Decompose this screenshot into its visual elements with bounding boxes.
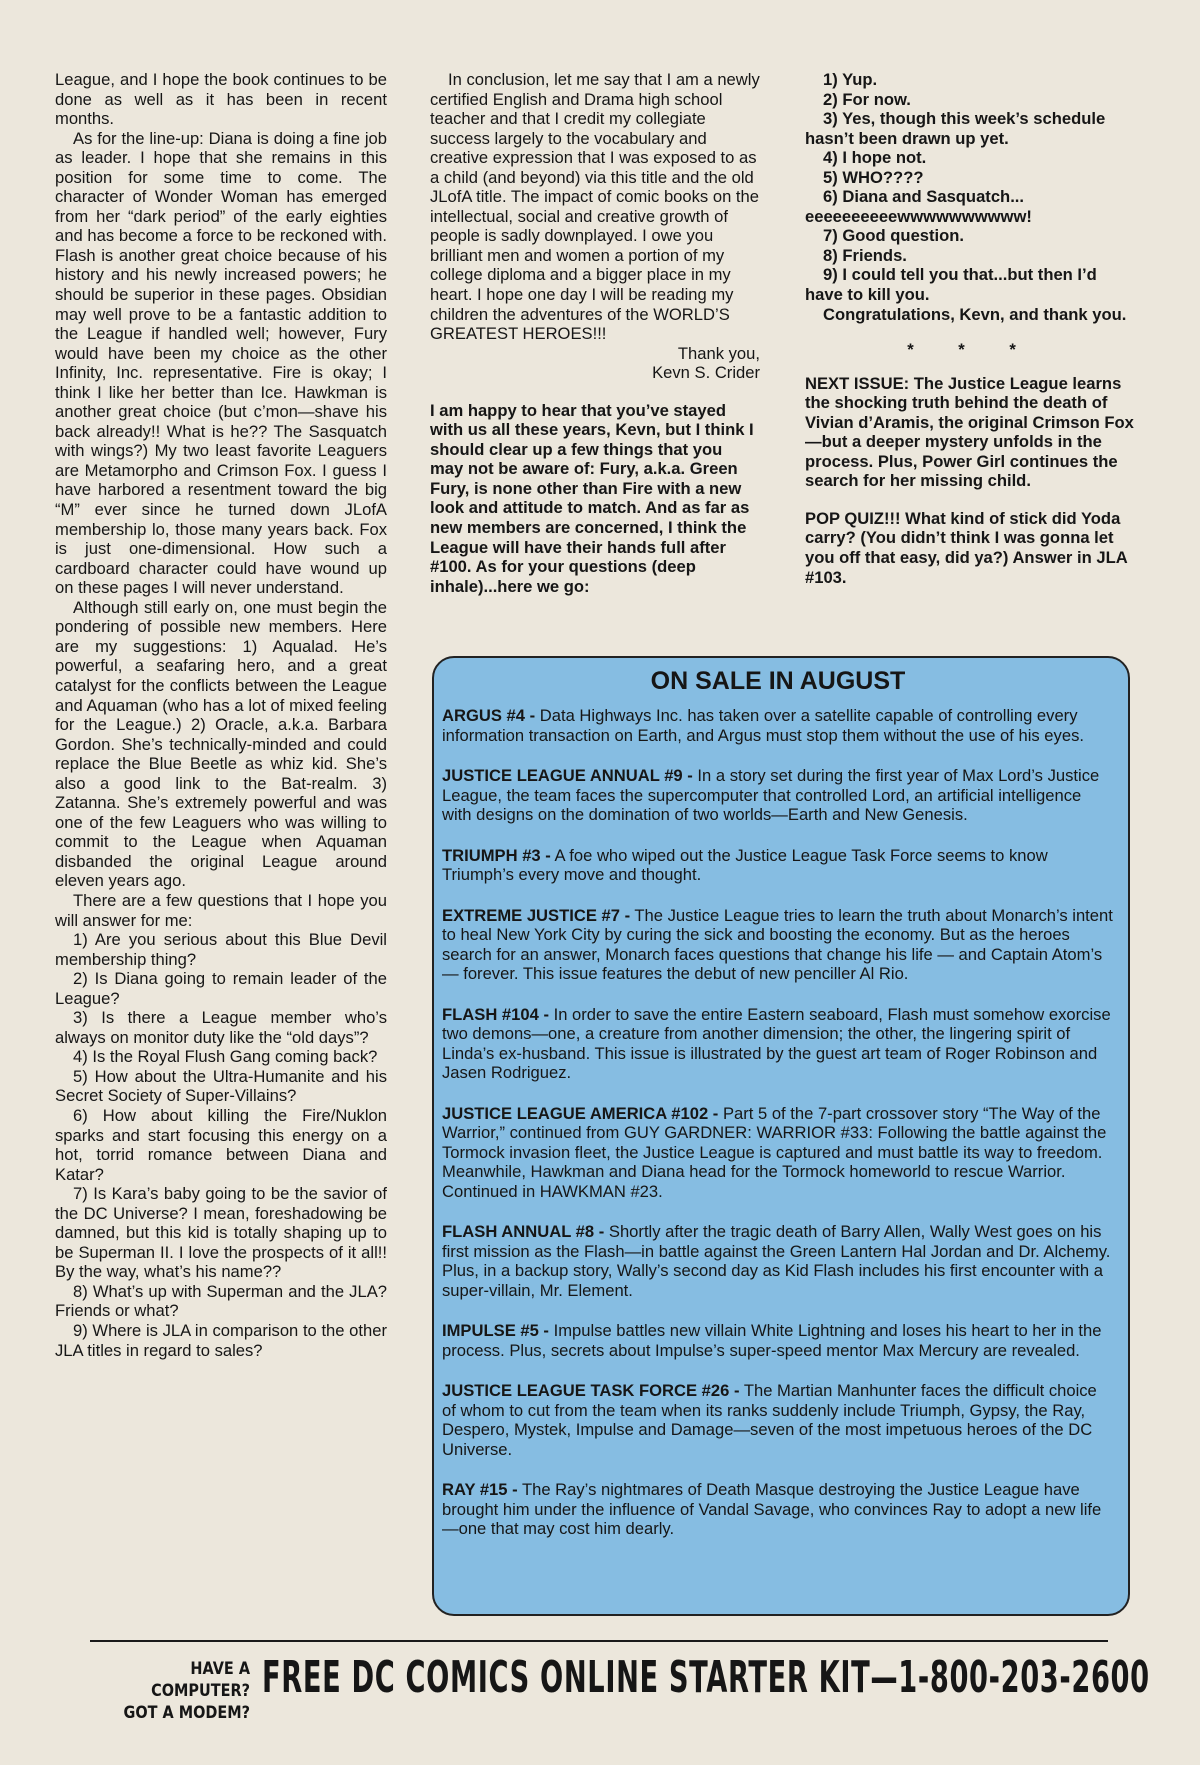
on-sale-entry [442, 1381, 1114, 1459]
reply-answer: 6) Diana and Sasquatch... eeeeeeeeeewwwwwwwwww! [805, 187, 1032, 226]
on-sale-entry-text: Shortly after the tragic death of Barry Allen, Wally West goes on his first mission as the Flash—in battle against the Green Lantern Hal Jordan and Dr. Alchemy. Plus, in a backup story, Wally’s second day as Kid Flash includes his first encounter with a super-villain, Mr. Element. [442, 1222, 1111, 1300]
pop-quiz: POP QUIZ!!! What kind of stick did Yoda carry? (You didn’t think I was gonna let you off that easy, did ya?) Answer in JLA #103. [805, 508, 1128, 587]
on-sale-entry-text: A foe who wiped out the Justice League Task Force seems to know Triumph’s every move and thought. [442, 845, 1048, 884]
reply-column [805, 70, 1138, 587]
on-sale-entry-text: Data Highways Inc. has taken over a satellite capable of controlling every information transaction on Earth, and Argus must stop them without the use of his eyes. [442, 706, 1084, 745]
letter-question: 8) What’s up with Superman and the JLA? Friends or what? [55, 1281, 387, 1321]
on-sale-box [432, 656, 1130, 1616]
letter-conclusion: In conclusion, let me say that I am a newly certified English and Drama high school teacher and that I credit my collegiate success largely to the vocabulary and creative expression that I was exposed to as a child (and beyond) via this title and the old JLofA title. The impact of comic books on the intellectual, social and creative growth of people is sadly downplayed. I owe you brilliant men and women a portion of my college diploma and a bigger place in my heart. I hope one day I will be reading my children the adventures of the WORLD’S GREATEST HEROES!!! [430, 70, 760, 344]
on-sale-entry-title: JUSTICE LEAGUE ANNUAL #9 - [442, 766, 693, 785]
on-sale-entry-text: In order to save the entire Eastern seaboard, Flash must somehow exorcise two demons—one, a creature from another dimension; the other, the lingering spirit of Linda’s ex-husband. This issue is illustrated by the guest art team of Roger Robinson and Jasen Rodriguez. [442, 1004, 1111, 1082]
on-sale-entry [442, 706, 1114, 745]
reply-answer: 4) I hope not. [823, 148, 927, 168]
footer-ad-line2: GOT A MODEM? [123, 1703, 250, 1723]
on-sale-entry-text: Impulse battles new villain White Lightning and loses his heart to her in the process. Plus, secrets about Impulse’s super-speed mentor Max Mercury are revealed. [442, 1321, 1102, 1360]
letter-column-1 [55, 70, 387, 1360]
on-sale-entry-title: ARGUS #4 - [442, 706, 536, 725]
reply-answer: 2) For now. [823, 89, 911, 109]
on-sale-entry [442, 1480, 1114, 1539]
on-sale-entry [442, 1222, 1114, 1300]
letter-question: 5) How about the Ultra-Humanite and his Secret Society of Super-Villains? [55, 1066, 387, 1106]
letter-signoff: Thank you, [677, 343, 760, 363]
on-sale-entry [442, 906, 1114, 984]
reply-answer: 5) WHO???? [823, 167, 924, 187]
on-sale-entry-title: JUSTICE LEAGUE AMERICA #102 - [442, 1103, 719, 1123]
reply-answer: 7) Good question. [823, 226, 965, 246]
reply-answer: 9) I could tell you that...but then I’d have to kill you. [805, 265, 1097, 305]
on-sale-entry-text: The Martian Manhunter faces the difficult choice of whom to cut from the team when its ranks suddenly include Triumph, Gypsy, the Ray, Despero, Mystek, Impulse and Damage—seven of the most impetuous heroes of the DC Universe. [442, 1381, 1097, 1459]
section-divider: * * * [907, 340, 1036, 360]
footer-ad-line1: HAVE A COMPUTER? [151, 1659, 250, 1701]
letter-paragraph: League, and I hope the book continues to be done as well as it has been in recent months. [55, 70, 387, 129]
letter-question: 7) Is Kara’s baby going to be the savior of the DC Universe? I mean, foreshadowing be damned, but this kid is totally shaping up to be Superman II. I love the prospects of it all!! By the way, what’s his name?? [55, 1184, 387, 1282]
on-sale-entry-text: Part 5 of the 7-part crossover story “The Way of the Warrior,” continued from GUY GARDNER: WARRIOR #33: Following the battle against the Tormock invasion fleet, the Justice League is captured and must battle its way to freedom. Meanwhile, Hawkman and Diana head for the Tormock homeworld to rescue Warrior. Continued in HAWKMAN #23. [442, 1103, 1107, 1201]
letter-question: 4) Is the Royal Flush Gang coming back? [73, 1047, 378, 1067]
letter-question: 3) Is there a League member who’s always on monitor duty like the “old days”? [55, 1008, 387, 1047]
footer-ad [90, 1650, 1150, 1730]
on-sale-entry [442, 1104, 1114, 1202]
on-sale-entry [442, 766, 1114, 825]
on-sale-entry-title: FLASH ANNUAL #8 - [442, 1222, 605, 1241]
footer-ad-headline: FREE DC COMICS ONLINE STARTER KIT—1-800-203-2600 [262, 1652, 1150, 1703]
letter-signature: Kevn S. Crider [652, 363, 760, 383]
footer-ad-question [114, 1658, 250, 1724]
on-sale-entry-title: FLASH #104 - [442, 1004, 549, 1024]
letter-paragraph: Although still early on, one must begin the pondering of possible new members. Here are my suggestions: 1) Aqualad. He’s powerful, a seafaring hero, and a great catalyst for the conflicts between the League and Aquaman (who has a lot of mixed feeling for the League.) 2) Oracle, a.k.a. Barbara Gordon. She’s technically-minded and could replace the Blue Beetle as whiz kid. She’s also a good link to the Bat-realm. 3) Zatanna. She’s extremely powerful and was one of the few Leaguers who was willing to commit to the League when Aquaman disbanded the original League around eleven years ago. [55, 597, 387, 891]
on-sale-entry-text: The Justice League tries to learn the truth about Monarch’s intent to heal New York City by curing the sick and boosting the economy. But as the heroes search for an answer, Monarch faces questions that change his life — and Captain Atom’s — forever. This issue features the debut of new penciller Al Rio. [442, 905, 1113, 983]
on-sale-entry-title: TRIUMPH #3 - [442, 845, 551, 865]
reply-answer: 8) Friends. [823, 245, 907, 265]
on-sale-entry [442, 846, 1114, 885]
letter-paragraph: There are a few questions that I hope you will answer for me: [55, 890, 387, 930]
on-sale-entry-text: In a story set during the first year of Max Lord’s Justice League, the team faces the supercomputer that controlled Lord, an artificial intelligence with designs on the domination of two worlds—Earth and New Genesis. [442, 766, 1100, 824]
on-sale-entry-text: The Ray’s nightmares of Death Masque destroying the Justice League have brought him under the influence of Vandal Savage, who convinces Ray to adopt a new life—one that may cost him dearly. [442, 1480, 1102, 1538]
reply-answer: 1) Yup. [823, 70, 878, 89]
on-sale-entry-title: RAY #15 - [442, 1480, 518, 1499]
letter-question: 9) Where is JLA in comparison to the other JLA titles in regard to sales? [55, 1321, 387, 1360]
footer-rule [90, 1640, 1108, 1642]
on-sale-entry-title: EXTREME JUSTICE #7 - [442, 905, 631, 925]
letter-column-2 [430, 70, 760, 596]
editor-reply: I am happy to hear that you’ve stayed with us all these years, Kevn, but I think I should clear up a few things that you may not be aware of: Fury, a.k.a. Green Fury, is none other than Fire with a new look and attitude to match. And as far as new members are concerned, I think the League will have their hands full after #100. As for your questions (deep inhale)...here we go: [430, 400, 754, 596]
letter-paragraph: As for the line-up: Diana is doing a fine job as leader. I hope that she remains in this position for some time to come. The character of Wonder Woman has emerged from her “dark period” of the early eighties and has become a force to be reckoned with. Flash is another great choice because of his history and his newly increased powers; he should be superior in these pages. Obsidian may well prove to be a fantastic addition to the League if handled well; however, Fury would have been my choice as the other Infinity, Inc. representative. Fire is okay; I think I like her better than Ice. Hawkman is another great choice (but c’mon—shave his back already!! What is he?? The Sasquatch with wings?) My two least favorite Leaguers are Metamorpho and Crimson Fox. I guess I have harbored a resentment toward the big “M” ever since he turned down JLofA membership lo, those many years back. Fox is just one-dimensional. How such a cardboard character could have wound up on these pages I will never understand. [55, 128, 387, 598]
on-sale-list [442, 706, 1114, 1539]
letter-question: 1) Are you serious about this Blue Devil membership thing? [55, 930, 387, 969]
on-sale-entry [442, 1321, 1114, 1360]
on-sale-title: ON SALE IN AUGUST [650, 667, 906, 695]
on-sale-entry-title: JUSTICE LEAGUE TASK FORCE #26 - [442, 1381, 740, 1400]
letter-question: 2) Is Diana going to remain leader of the League? [55, 969, 387, 1008]
on-sale-entry-title: IMPULSE #5 - [442, 1321, 549, 1340]
reply-congrats: Congratulations, Kevn, and thank you. [823, 304, 1127, 324]
next-issue-blurb: NEXT ISSUE: The Justice League learns the shocking truth behind the death of Vivian d’Aramis, the original Crimson Fox—but a deeper mystery unfolds in the process. Plus, Power Girl continues the search for her missing child. [805, 373, 1134, 491]
on-sale-entry [442, 1005, 1114, 1083]
reply-answer: 3) Yes, though this week’s schedule hasn’t been drawn up yet. [805, 109, 1106, 148]
letter-question: 6) How about killing the Fire/Nuklon sparks and start focusing this energy on a hot, torrid romance between Diana and Katar? [55, 1105, 387, 1184]
